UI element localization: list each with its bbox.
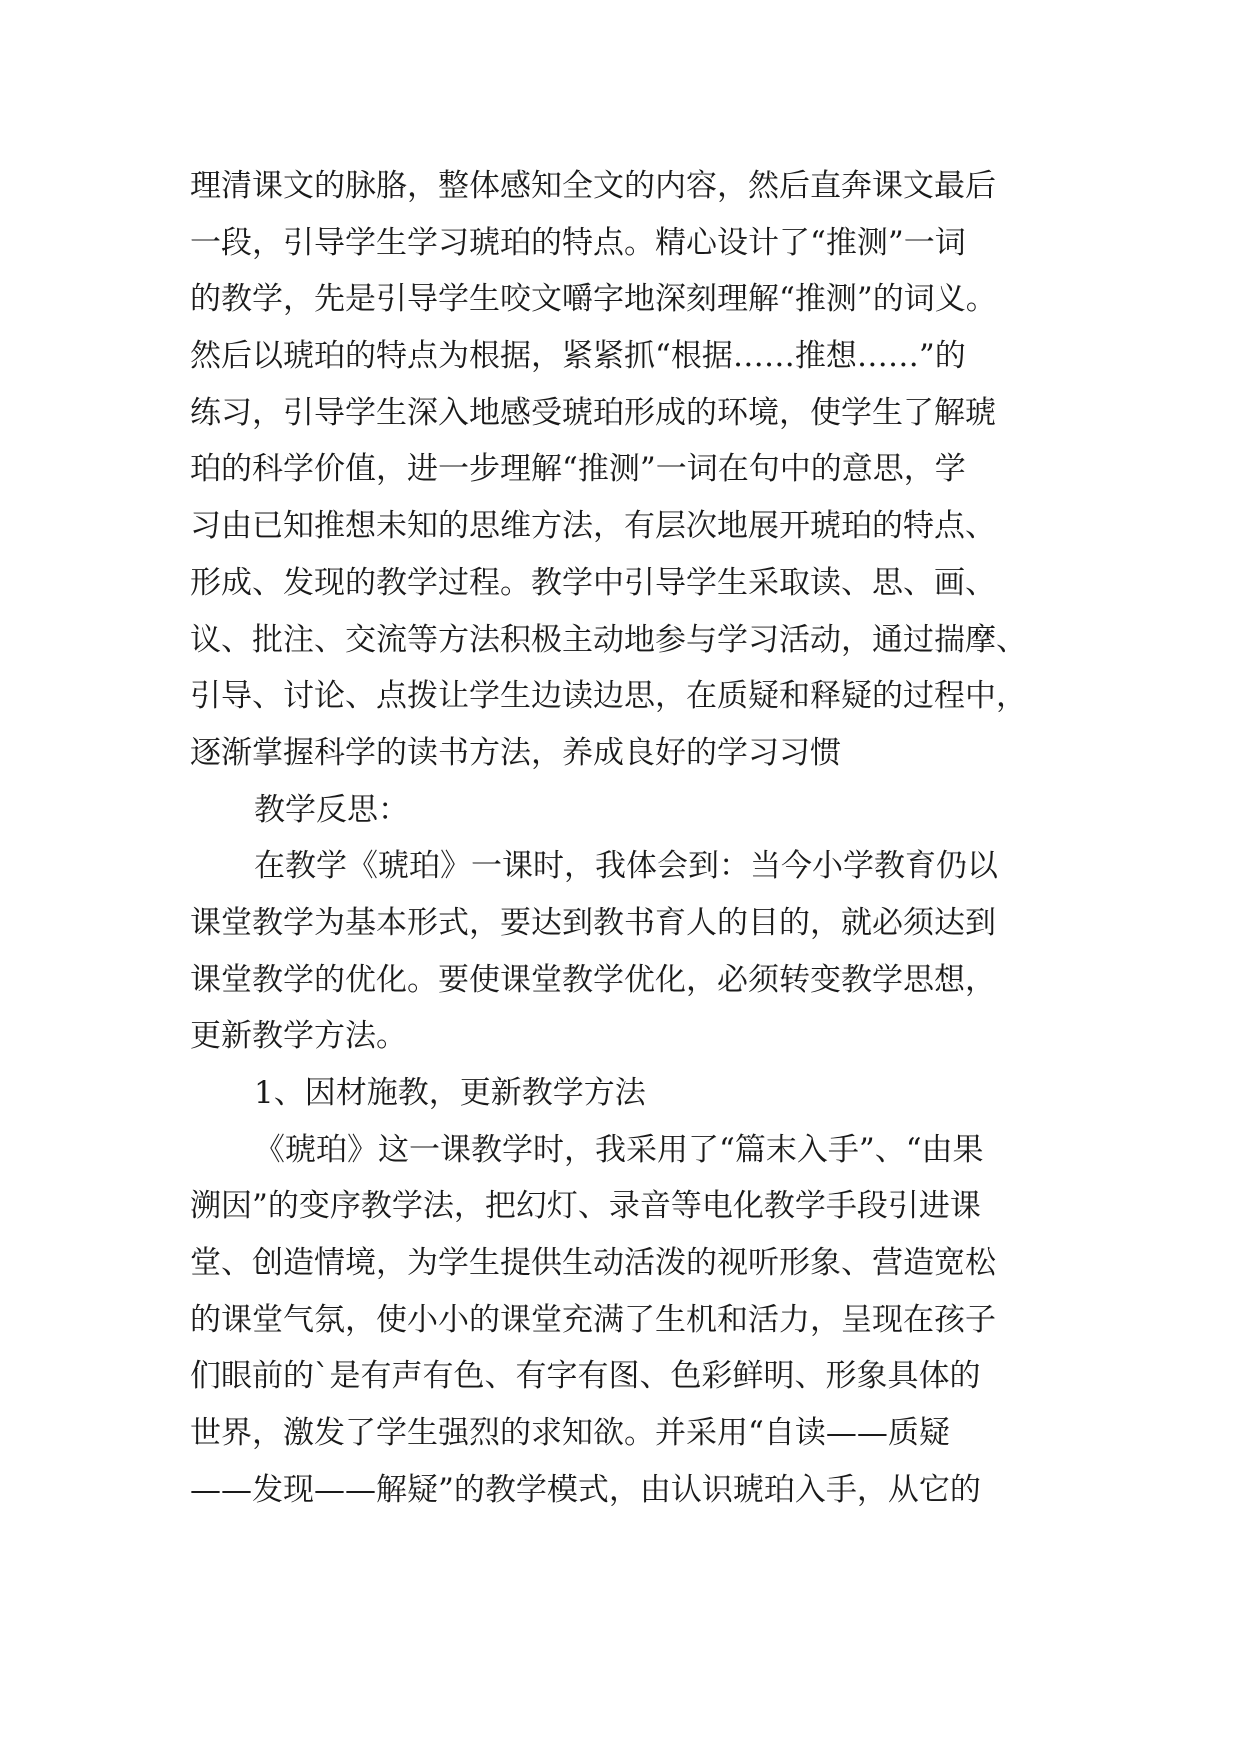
body-line: 形成、发现的教学过程。教学中引导学生采取读、思、画、 — [190, 564, 996, 601]
body-line: 在教学《琥珀》一课时，我体会到：当今小学教育仍以 — [254, 848, 998, 885]
body-line: 理清课文的脉胳，整体感知全文的内容，然后直奔课文最后 — [190, 168, 996, 204]
section-heading: 1、因材施教，更新教学方法 — [254, 1075, 646, 1111]
body-line: 然后以琥珀的特点为根据，紧紧抓“根据……推想……”的 — [190, 338, 966, 375]
document-body — [190, 158, 1070, 1519]
body-line: 堂、创造情境，为学生提供生动活泼的视听形象、营造宽松 — [190, 1245, 996, 1282]
body-line: 《琥珀》这一课教学时，我采用了“篇末入手”、“由果 — [254, 1131, 984, 1168]
body-line: 珀的科学价值，进一步理解“推测”一词在句中的意思，学 — [190, 451, 966, 488]
body-line: ——发现——解疑”的教学模式，由认识琥珀入手，从它的 — [190, 1471, 981, 1508]
body-line: 课堂教学为基本形式，要达到教书育人的目的，就必须达到 — [190, 904, 996, 941]
body-line: 的教学，先是引导学生咬文嚼字地深刻理解“推测”的词义。 — [190, 281, 997, 318]
body-line: 习由已知推想未知的思维方法，有层次地展开琥珀的特点、 — [190, 508, 996, 545]
body-line: 更新教学方法。 — [190, 1018, 407, 1055]
body-line: 的课堂气氛，使小小的课堂充满了生机和活力，呈现在孩子 — [190, 1301, 996, 1338]
body-line: 课堂教学的优化。要使课堂教学优化，必须转变教学思想， — [190, 961, 996, 998]
body-line: 溯因”的变序教学法，把幻灯、录音等电化教学手段引进课 — [190, 1188, 981, 1225]
body-line: 们眼前的`是有声有色、有字有图、色彩鲜明、形象具体的 — [190, 1358, 981, 1395]
body-line: 练习，引导学生深入地感受琥珀形成的环境，使学生了解琥 — [190, 394, 996, 431]
reflection-heading: 教学反思： — [254, 791, 409, 828]
body-line: 引导、讨论、点拨让学生边读边思，在质疑和释疑的过程中， — [190, 678, 1027, 715]
body-line: 议、批注、交流等方法积极主动地参与学习活动，通过揣摩、 — [190, 621, 1027, 658]
body-line: 一段，引导学生学习琥珀的特点。精心设计了“推测”一词 — [190, 224, 966, 261]
body-line: 世界，激发了学生强烈的求知欲。并采用“自读——质疑 — [190, 1415, 950, 1452]
body-line: 逐渐掌握科学的读书方法，养成良好的学习习惯 — [190, 734, 841, 771]
